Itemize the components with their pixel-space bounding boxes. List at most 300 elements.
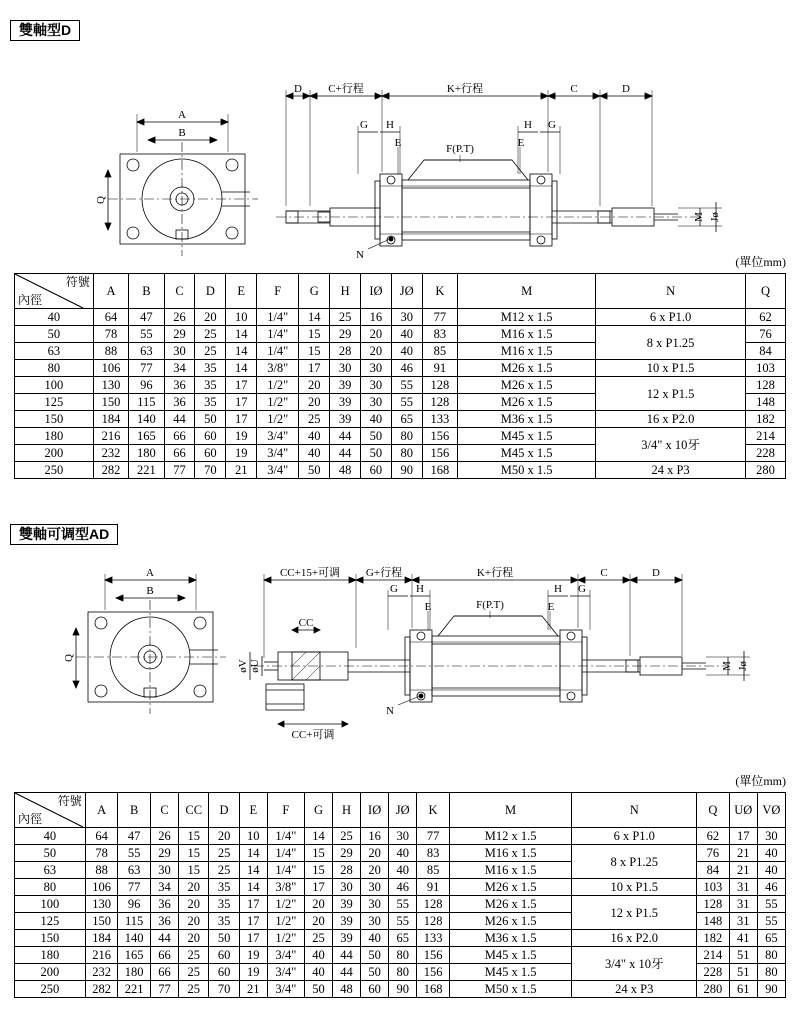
cell-value: 20 xyxy=(304,913,332,930)
cell-value: 182 xyxy=(697,930,730,947)
col-header: K xyxy=(422,274,457,309)
cell-value: 148 xyxy=(697,913,730,930)
cell-value: 140 xyxy=(129,411,164,428)
cell-value: 26 xyxy=(164,309,195,326)
cell-value: 39 xyxy=(330,394,361,411)
cell-value: 20 xyxy=(179,896,209,913)
cell-value: 30 xyxy=(361,377,392,394)
spec-table-d xyxy=(14,273,786,479)
cell-value: 17 xyxy=(239,896,267,913)
dim-label-u: øU xyxy=(249,659,261,673)
cell-value: 20 xyxy=(361,862,389,879)
cell-value: M16 x 1.5 xyxy=(458,326,596,343)
cell-value: 1/4" xyxy=(257,326,299,343)
cell-value: 3/4" xyxy=(257,428,299,445)
cell-value: 150 xyxy=(93,394,128,411)
col-header: H xyxy=(333,793,361,828)
header-symbol-label: 符號 xyxy=(65,275,90,289)
dim-label-e2: E xyxy=(547,601,555,613)
cell-value: 77 xyxy=(422,309,457,326)
col-header: M xyxy=(458,274,596,309)
cell-value: 77 xyxy=(150,981,178,998)
dim-label-g1: G xyxy=(390,583,398,595)
cell-value: 50 xyxy=(361,947,389,964)
cell-value: 165 xyxy=(118,947,151,964)
header-bore-label: 內徑 xyxy=(18,812,43,826)
cell-value: 61 xyxy=(729,981,757,998)
cell-value: 47 xyxy=(129,309,164,326)
cell-value: 1/4" xyxy=(267,862,304,879)
cell-value: 3/8" xyxy=(267,879,304,896)
dim-label-b: B xyxy=(146,585,154,597)
cell-value: 17 xyxy=(226,377,257,394)
cell-value: 40 xyxy=(391,326,422,343)
cell-value: 21 xyxy=(729,862,757,879)
table-row xyxy=(15,411,786,428)
cell-n-thread: 16 x P2.0 xyxy=(596,411,746,428)
cell-value: 1/4" xyxy=(267,828,304,845)
cell-value: M26 x 1.5 xyxy=(449,879,572,896)
cell-value: 62 xyxy=(745,309,785,326)
cell-value: 40 xyxy=(391,343,422,360)
cell-value: 20 xyxy=(361,343,392,360)
cell-value: 80 xyxy=(389,947,417,964)
cell-value: 48 xyxy=(330,462,361,479)
cell-value: 16 xyxy=(361,828,389,845)
cell-value: 14 xyxy=(239,845,267,862)
col-header: C xyxy=(150,793,178,828)
table-row xyxy=(15,947,786,964)
cell-value: 77 xyxy=(118,879,151,896)
col-header: JØ xyxy=(391,274,422,309)
cell-value: 50 xyxy=(209,930,239,947)
cell-value: 30 xyxy=(333,879,361,896)
cell-value: 30 xyxy=(391,309,422,326)
cell-value: 156 xyxy=(422,445,457,462)
dim-label-q: Q xyxy=(63,654,75,662)
col-header: G xyxy=(299,274,330,309)
table-body xyxy=(15,828,786,998)
cell-value: 90 xyxy=(757,981,785,998)
col-header: Q xyxy=(697,793,730,828)
cell-value: 168 xyxy=(422,462,457,479)
dim-label-g2: G xyxy=(578,583,586,595)
cell-value: 40 xyxy=(361,411,392,428)
cell-value: M50 x 1.5 xyxy=(449,981,572,998)
cell-bore: 250 xyxy=(15,462,94,479)
callout-label-n: N xyxy=(356,249,364,261)
cell-value: 85 xyxy=(422,343,457,360)
cell-value: 25 xyxy=(179,947,209,964)
cell-value: 34 xyxy=(150,879,178,896)
cell-value: 156 xyxy=(422,428,457,445)
cell-value: 1/4" xyxy=(257,343,299,360)
table-row xyxy=(15,462,786,479)
cell-value: 1/2" xyxy=(257,377,299,394)
cell-value: 83 xyxy=(422,326,457,343)
cell-value: 66 xyxy=(164,445,195,462)
cell-value: 36 xyxy=(150,913,178,930)
dim-label-k-stroke: K+行程 xyxy=(476,567,514,579)
cell-value: 1/4" xyxy=(267,845,304,862)
section-title-d: 雙軸型D xyxy=(10,20,80,41)
cell-value: 66 xyxy=(164,428,195,445)
cell-value: 20 xyxy=(299,377,330,394)
cell-value: M16 x 1.5 xyxy=(449,845,572,862)
unit-note-d: (單位mm) xyxy=(735,255,786,269)
cell-value: 20 xyxy=(209,828,239,845)
cell-value: 25 xyxy=(209,862,239,879)
cell-value: 30 xyxy=(164,343,195,360)
cell-value: 50 xyxy=(304,981,332,998)
col-header: F xyxy=(267,793,304,828)
cell-value: 20 xyxy=(195,309,226,326)
cell-value: M26 x 1.5 xyxy=(449,913,572,930)
cell-value: 66 xyxy=(150,947,178,964)
cell-value: 156 xyxy=(417,947,450,964)
cell-value: 15 xyxy=(304,862,332,879)
header-corner-cell xyxy=(15,274,94,309)
col-header: D xyxy=(195,274,226,309)
cell-value: 1/2" xyxy=(257,394,299,411)
cell-value: M26 x 1.5 xyxy=(458,394,596,411)
cell-value: 14 xyxy=(304,828,332,845)
cell-value: 133 xyxy=(422,411,457,428)
cell-value: 10 xyxy=(239,828,267,845)
port-label-f: F(P.T) xyxy=(476,599,504,611)
cell-value: 282 xyxy=(93,462,128,479)
dim-label-c-right: C xyxy=(600,567,608,579)
table-row xyxy=(15,896,786,913)
cell-value: 35 xyxy=(195,394,226,411)
cell-value: 228 xyxy=(697,964,730,981)
cell-value: M26 x 1.5 xyxy=(458,377,596,394)
cell-value: 19 xyxy=(239,964,267,981)
cell-bore: 125 xyxy=(15,913,86,930)
cell-value: 25 xyxy=(209,845,239,862)
cell-value: 90 xyxy=(391,462,422,479)
cell-value: 14 xyxy=(226,326,257,343)
cell-value: 60 xyxy=(361,981,389,998)
cell-value: 17 xyxy=(226,411,257,428)
cell-value: 25 xyxy=(195,343,226,360)
drawing-type-d xyxy=(0,34,800,261)
cell-bore: 80 xyxy=(15,360,94,377)
cell-value: 65 xyxy=(757,930,785,947)
cell-value: 39 xyxy=(333,913,361,930)
cell-value: 40 xyxy=(389,845,417,862)
dim-label-h1: H xyxy=(416,583,424,595)
cell-bore: 40 xyxy=(15,828,86,845)
cell-value: 25 xyxy=(195,326,226,343)
cell-value: 25 xyxy=(333,828,361,845)
cell-value: 36 xyxy=(150,896,178,913)
cell-value: 35 xyxy=(209,896,239,913)
dim-label-cc: CC xyxy=(298,617,314,629)
cell-value: 29 xyxy=(330,326,361,343)
cell-value: 70 xyxy=(195,462,226,479)
cell-n-thread: 10 x P1.5 xyxy=(596,360,746,377)
cell-n-thread: 8 x P1.25 xyxy=(596,326,746,360)
cell-value: 15 xyxy=(179,862,209,879)
cell-value: 84 xyxy=(697,862,730,879)
cell-value: 30 xyxy=(330,360,361,377)
cell-value: 50 xyxy=(361,428,392,445)
cell-value: 20 xyxy=(361,845,389,862)
dim-label-g-stroke: G+行程 xyxy=(365,567,403,579)
cell-value: 17 xyxy=(304,879,332,896)
cell-value: 40 xyxy=(757,845,785,862)
cell-value: 51 xyxy=(729,947,757,964)
dim-label-d-left: D xyxy=(294,83,302,95)
cell-value: 150 xyxy=(85,913,118,930)
cell-value: 40 xyxy=(304,947,332,964)
col-header: UØ xyxy=(729,793,757,828)
cell-value: 50 xyxy=(299,462,330,479)
cell-value: 64 xyxy=(93,309,128,326)
cell-n-thread: 24 x P3 xyxy=(572,981,697,998)
cell-value: 20 xyxy=(299,394,330,411)
cell-value: 60 xyxy=(195,445,226,462)
cell-value: 16 xyxy=(361,309,392,326)
cell-value: 25 xyxy=(330,309,361,326)
cell-n-thread: 6 x P1.0 xyxy=(596,309,746,326)
cell-value: M50 x 1.5 xyxy=(458,462,596,479)
cell-value: 28 xyxy=(333,862,361,879)
cell-value: 14 xyxy=(226,360,257,377)
cell-value: M12 x 1.5 xyxy=(449,828,572,845)
table-row xyxy=(15,326,786,343)
cell-value: 1/2" xyxy=(267,930,304,947)
cell-value: 14 xyxy=(239,879,267,896)
cell-value: 15 xyxy=(299,326,330,343)
cell-value: 17 xyxy=(226,394,257,411)
cell-value: 3/4" xyxy=(257,445,299,462)
cell-value: 83 xyxy=(417,845,450,862)
cell-value: 91 xyxy=(422,360,457,377)
cell-value: 31 xyxy=(729,896,757,913)
cell-value: 20 xyxy=(304,896,332,913)
cell-value: 184 xyxy=(85,930,118,947)
cell-value: 29 xyxy=(164,326,195,343)
cell-value: M45 x 1.5 xyxy=(449,947,572,964)
cell-n-thread: 16 x P2.0 xyxy=(572,930,697,947)
cell-value: 48 xyxy=(333,981,361,998)
cell-value: 25 xyxy=(304,930,332,947)
cell-value: 221 xyxy=(118,981,151,998)
dim-label-g1: G xyxy=(360,119,368,131)
dim-label-v: øV xyxy=(237,659,249,673)
dim-label-d-right: D xyxy=(622,83,630,95)
cell-value: 228 xyxy=(745,445,785,462)
cell-value: 30 xyxy=(361,394,392,411)
cell-value: M36 x 1.5 xyxy=(458,411,596,428)
cell-value: 36 xyxy=(164,377,195,394)
cell-value: 47 xyxy=(118,828,151,845)
dim-label-m: M xyxy=(693,212,705,222)
cell-value: 25 xyxy=(299,411,330,428)
cell-value: 221 xyxy=(129,462,164,479)
cell-value: 35 xyxy=(209,913,239,930)
cell-n-thread: 3/4" x 10牙 xyxy=(572,947,697,981)
col-header: E xyxy=(239,793,267,828)
cell-n-thread: 12 x P1.5 xyxy=(596,377,746,411)
cell-value: 31 xyxy=(729,913,757,930)
cell-value: 34 xyxy=(164,360,195,377)
cell-value: 30 xyxy=(150,862,178,879)
cell-value: 46 xyxy=(389,879,417,896)
cell-n-thread: 24 x P3 xyxy=(596,462,746,479)
cell-value: 36 xyxy=(164,394,195,411)
cell-value: 282 xyxy=(85,981,118,998)
col-header: JØ xyxy=(389,793,417,828)
cell-bore: 180 xyxy=(15,947,86,964)
header-symbol-label: 符號 xyxy=(57,794,82,808)
cell-value: 40 xyxy=(304,964,332,981)
cell-value: 44 xyxy=(150,930,178,947)
cell-value: 35 xyxy=(195,360,226,377)
dim-label-m: M xyxy=(721,661,733,671)
table-row xyxy=(15,845,786,862)
cell-value: 20 xyxy=(179,879,209,896)
col-header: K xyxy=(417,793,450,828)
dim-label-c-stroke: C+行程 xyxy=(328,83,364,95)
cell-value: 165 xyxy=(129,428,164,445)
table-row xyxy=(15,428,786,445)
section-title-ad: 雙軸可调型AD xyxy=(10,524,118,545)
cell-value: M45 x 1.5 xyxy=(449,964,572,981)
cell-value: 29 xyxy=(333,845,361,862)
cell-value: 26 xyxy=(150,828,178,845)
cell-value: 35 xyxy=(195,377,226,394)
cell-value: 40 xyxy=(299,428,330,445)
cell-n-thread: 8 x P1.25 xyxy=(572,845,697,879)
cell-bore: 50 xyxy=(15,845,86,862)
cell-value: 14 xyxy=(239,862,267,879)
table-row xyxy=(15,981,786,998)
cell-value: 140 xyxy=(118,930,151,947)
cell-value: 88 xyxy=(93,343,128,360)
col-header: B xyxy=(118,793,151,828)
cell-value: 19 xyxy=(226,445,257,462)
dim-label-j: Jø xyxy=(709,212,721,222)
cell-bore: 63 xyxy=(15,343,94,360)
cell-value: 44 xyxy=(330,428,361,445)
cell-value: 80 xyxy=(757,964,785,981)
cell-value: 46 xyxy=(757,879,785,896)
cell-value: 3/4" xyxy=(267,947,304,964)
col-header: E xyxy=(226,274,257,309)
cell-value: 35 xyxy=(209,879,239,896)
cell-value: 85 xyxy=(417,862,450,879)
cell-value: 21 xyxy=(226,462,257,479)
cell-value: 3/4" xyxy=(267,964,304,981)
cell-value: 39 xyxy=(330,377,361,394)
dim-label-j: Jø xyxy=(737,661,749,671)
cell-bore: 200 xyxy=(15,964,86,981)
cell-value: 216 xyxy=(85,947,118,964)
cell-value: 17 xyxy=(239,930,267,947)
cell-value: 1/2" xyxy=(267,913,304,930)
cell-value: 156 xyxy=(417,964,450,981)
dim-label-k-stroke: K+行程 xyxy=(446,83,484,95)
table-body xyxy=(15,309,786,479)
cell-value: 44 xyxy=(333,947,361,964)
cell-value: 63 xyxy=(118,862,151,879)
cell-value: 78 xyxy=(93,326,128,343)
cell-value: 30 xyxy=(361,896,389,913)
cell-value: 128 xyxy=(417,913,450,930)
col-header: VØ xyxy=(757,793,785,828)
cell-value: 30 xyxy=(361,879,389,896)
cell-value: 10 xyxy=(226,309,257,326)
cell-value: 60 xyxy=(209,964,239,981)
cell-value: 39 xyxy=(333,930,361,947)
cell-value: 76 xyxy=(697,845,730,862)
cell-value: 50 xyxy=(361,445,392,462)
cell-value: 80 xyxy=(391,428,422,445)
cell-value: 130 xyxy=(93,377,128,394)
col-header: N xyxy=(596,274,746,309)
table-header-row xyxy=(15,793,786,828)
cell-value: 60 xyxy=(195,428,226,445)
dim-label-a: A xyxy=(178,109,186,121)
cell-value: 70 xyxy=(209,981,239,998)
cell-value: 106 xyxy=(93,360,128,377)
cell-value: 25 xyxy=(179,964,209,981)
cell-value: 19 xyxy=(226,428,257,445)
cell-bore: 150 xyxy=(15,411,94,428)
dim-label-e1: E xyxy=(394,137,402,149)
cell-value: 66 xyxy=(150,964,178,981)
header-bore-label: 內徑 xyxy=(18,293,43,307)
cell-value: 15 xyxy=(179,828,209,845)
cell-value: 55 xyxy=(391,394,422,411)
col-header: N xyxy=(572,793,697,828)
cell-value: 91 xyxy=(417,879,450,896)
cell-value: 55 xyxy=(757,896,785,913)
col-header: D xyxy=(209,793,239,828)
cell-value: 168 xyxy=(417,981,450,998)
cell-value: 180 xyxy=(118,964,151,981)
col-header: M xyxy=(449,793,572,828)
dim-label-e2: E xyxy=(517,137,525,149)
cell-value: M16 x 1.5 xyxy=(449,862,572,879)
cell-value: 214 xyxy=(745,428,785,445)
table-row xyxy=(15,930,786,947)
cell-value: M16 x 1.5 xyxy=(458,343,596,360)
cell-value: 78 xyxy=(85,845,118,862)
cell-value: 17 xyxy=(299,360,330,377)
dim-label-h2: H xyxy=(554,583,562,595)
cell-value: 55 xyxy=(118,845,151,862)
col-header: IØ xyxy=(361,793,389,828)
cell-value: M26 x 1.5 xyxy=(449,896,572,913)
dim-label-b: B xyxy=(178,127,186,139)
cell-value: 50 xyxy=(361,964,389,981)
cell-value: M36 x 1.5 xyxy=(449,930,572,947)
dim-label-cc-adj: CC+15+可调 xyxy=(279,567,341,579)
dim-label-e1: E xyxy=(424,601,432,613)
cell-value: 29 xyxy=(150,845,178,862)
cell-value: 44 xyxy=(164,411,195,428)
cell-value: 20 xyxy=(179,913,209,930)
cell-value: 106 xyxy=(85,879,118,896)
cell-value: 41 xyxy=(729,930,757,947)
cell-value: 40 xyxy=(361,930,389,947)
cell-value: 1/2" xyxy=(257,411,299,428)
cell-value: 182 xyxy=(745,411,785,428)
